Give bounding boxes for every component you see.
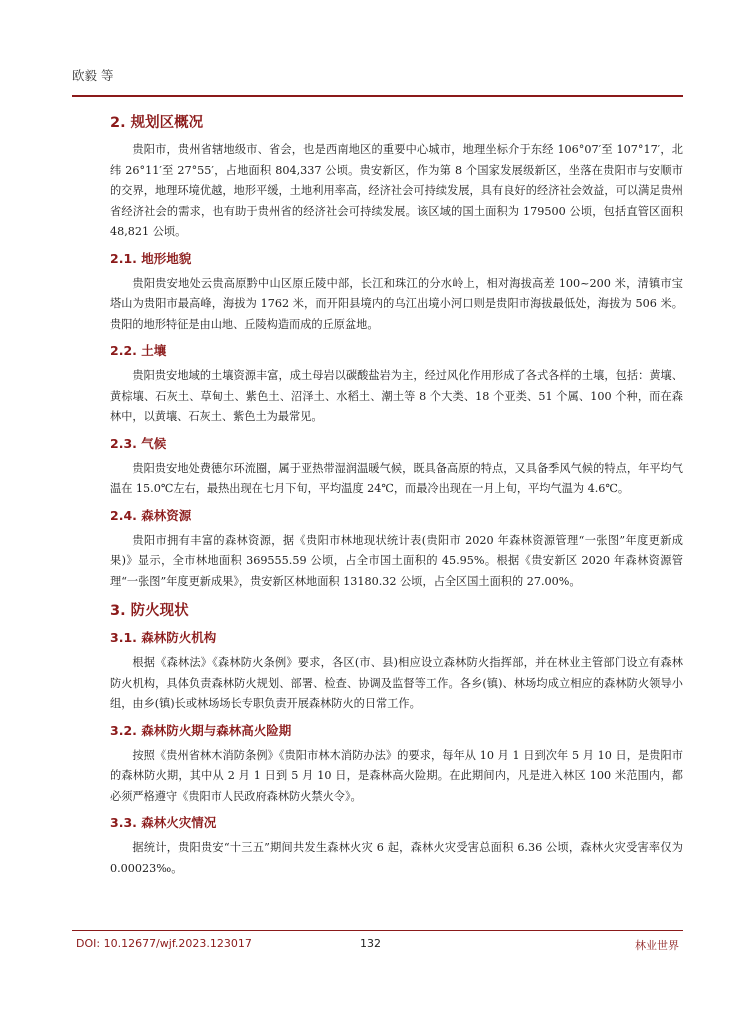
running-header-author: 欧毅 等 bbox=[72, 68, 114, 83]
section-heading-2-1: 2.1. 地形地貌 bbox=[110, 250, 192, 266]
section-3-3-paragraph: 据统计，贵阳贵安“十三五”期间共发生森林火灾 6 起，森林火灾受害总面积 6.36 公顷，森林火灾受害率仅为 0.00023‰。 bbox=[110, 841, 683, 875]
footer-divider bbox=[72, 930, 683, 931]
footer-page-number: 132 bbox=[360, 937, 381, 950]
section-heading-3-1: 3.1. 森林防火机构 bbox=[110, 630, 217, 645]
section-heading-2-2: 2.2. 土壤 bbox=[110, 343, 167, 358]
header-divider bbox=[72, 95, 683, 97]
footer-doi-link[interactable]: DOI: 10.12677/wjf.2023.123017 bbox=[76, 937, 252, 950]
section-2-4-paragraph: 贵阳市拥有丰富的森林资源，据《贵阳市林地现状统计表(贵阳市 2020 年森林资源管理“一张图”年度更新成果)》显示，全市林地面积 369555.59 公顷，占全市国土面积的 45.95%。根据《贵安新区 2020 年森林资源管理“一张图”年度更新成果》，贵安新区林地面积 13180.32 公顷，占全区国土面积的 27.00%。 bbox=[110, 533, 683, 588]
section-2-paragraph: 贵阳市，贵州省辖地级市、省会，也是西南地区的重要中心城市，地理坐标介于东经 106°07′至 107°17′，北纬 26°11′至 27°55′，占地面积 804,337 公顷。贵安新区，作为第 8 个国家发展级新区，坐落在贵阳市与安顺市的交界，地理环境优越，地形平缓，土地利用率高，经济社会可持续发展，具有良好的经济社会效益，可以满足贵州省经济社会的需求，也有助于贵州省的经济社会可持续发展。该区域的国土面积为 179500 公顷，包括直管区面积 48,821 公顷。 bbox=[110, 143, 683, 238]
section-heading-2: 2. 规划区概况 bbox=[110, 115, 204, 131]
section-heading-3-3: 3.3. 森林火灾情况 bbox=[110, 815, 217, 830]
section-heading-2-4: 2.4. 森林资源 bbox=[110, 507, 192, 523]
section-2-3-paragraph: 贵阳贵安地处费德尔环流圈，属于亚热带湿润温暖气候，既具备高原的特点，又具备季风气候的特点，年平均气温在 15.0℃左右，最热出现在七月下旬，平均温度 24℃，而最冷出现在一月上旬，平均气温为 4.6℃。 bbox=[110, 461, 683, 495]
section-3-1-paragraph: 根据《森林法》《森林防火条例》要求，各区(市、县)相应设立森林防火指挥部，并在林业主管部门设立有森林防火机构，具体负责森林防火规划、部署、检查、协调及监督等工作。各乡(镇)、林场均成立相应的森林防火领导小组，由乡(镇)长或林场场长专职负责开展森林防火的日常工作。 bbox=[110, 656, 683, 710]
section-heading-2-3: 2.3. 气候 bbox=[110, 435, 167, 451]
section-2-1-paragraph: 贵阳贵安地处云贵高原黔中山区原丘陵中部，长江和珠江的分水岭上，相对海拔高差 100~200 米，清镇市宝塔山为贵阳市最高峰，海拔为 1762 米，而开阳县境内的乌江出境小河口则是贵阳市海拔最低处，海拔为 506 米。贵阳的地形特征是由山地、丘陵构造而成的丘原盆地。 bbox=[110, 276, 683, 331]
section-heading-3: 3. 防火现状 bbox=[110, 603, 189, 619]
section-heading-3-2: 3.2. 森林防火期与森林高火险期 bbox=[110, 722, 292, 738]
section-2-2-paragraph: 贵阳贵安地域的土壤资源丰富，成土母岩以碳酸盐岩为主，经过风化作用形成了各式各样的土壤，包括：黄壤、黄棕壤、石灰土、草甸土、紫色土、沼泽土、水稻土、潮土等 8 个大类、18 个亚类、51 个属、100 个种，而在森林中，以黄壤、石灰土、紫色土为最常见。 bbox=[110, 369, 683, 423]
section-3-2-paragraph: 按照《贵州省林木消防条例》《贵阳市林木消防办法》的要求，每年从 10 月 1 日到次年 5 月 10 日，是贵阳市的森林防火期，其中从 2 月 1 日到 5 月 10 日，是森林高火险期。在此期间内，凡是进入林区 100 米范围内，都必须严格遵守《贵阳市人民政府森林防火禁火令》。 bbox=[110, 748, 683, 803]
footer-journal-name: 林业世界 bbox=[635, 939, 679, 952]
article-body bbox=[110, 104, 683, 883]
